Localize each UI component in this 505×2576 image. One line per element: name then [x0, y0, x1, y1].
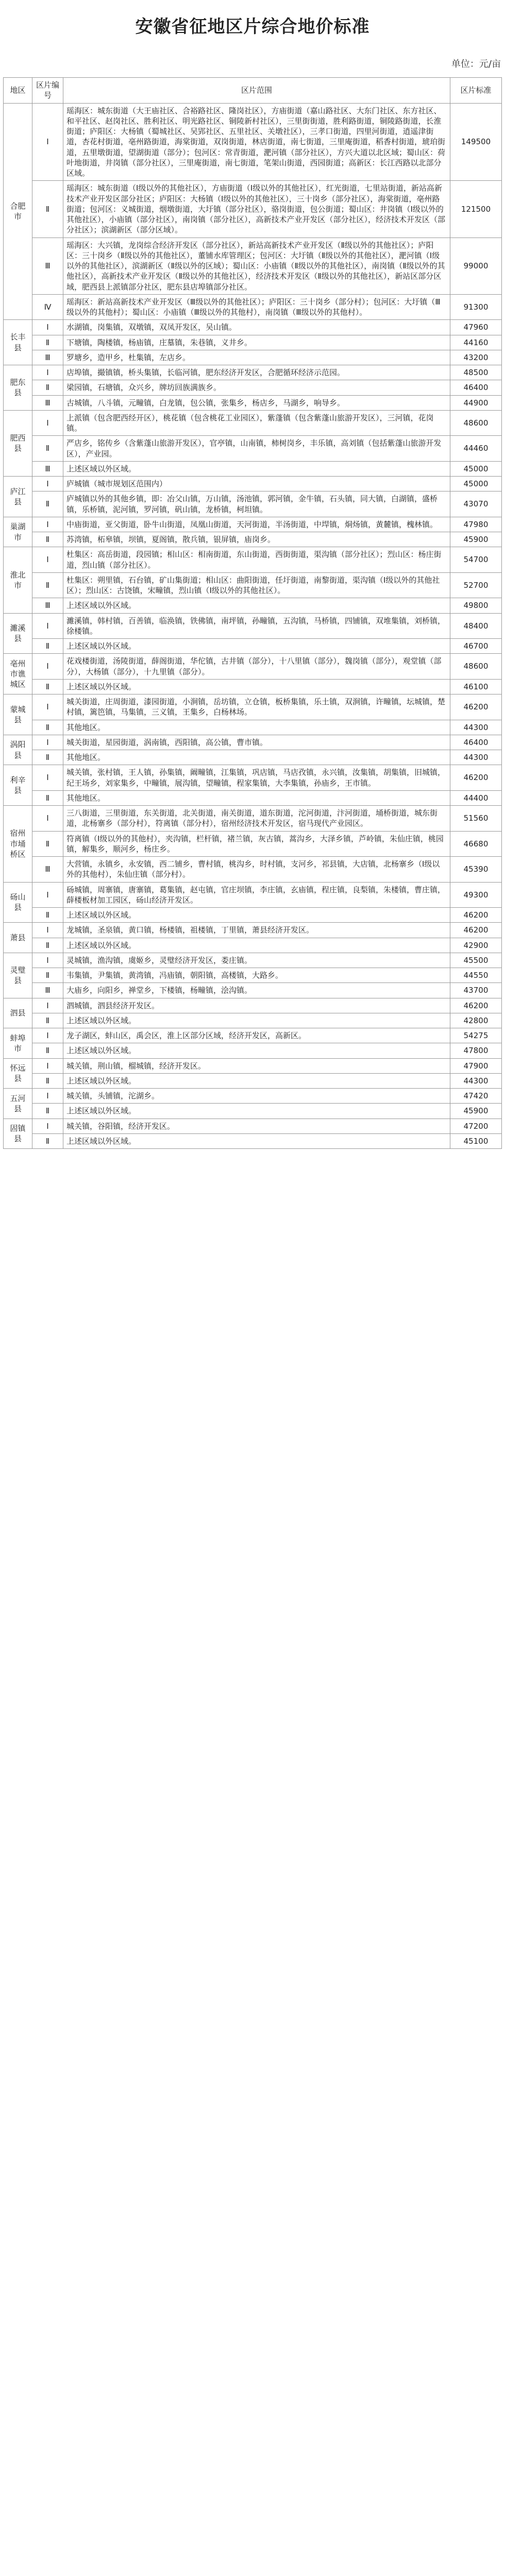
table-row: [4, 720, 502, 735]
zone-scope: 中庙街道，亚父街道，卧牛山街道，凤凰山街道，天河街道，半汤街道，中垾镇，烔炀镇，黄麓镇，槐林镇。: [63, 517, 450, 532]
region-name: 肥西县: [4, 410, 32, 476]
table-row: [4, 517, 502, 532]
zone-price: 45500: [450, 953, 502, 968]
table-row: [4, 908, 502, 923]
zone-price: 45900: [450, 1104, 502, 1118]
zone-price: 46200: [450, 998, 502, 1013]
zone-scope: 上述区域以外区域。: [63, 1043, 450, 1058]
table-row: [4, 1089, 502, 1104]
zone-no: Ⅱ: [32, 720, 63, 735]
zone-scope: 水湖镇，岗集镇，双墩镇，双凤开发区，吴山镇。: [63, 320, 450, 335]
zone-price: 48400: [450, 613, 502, 639]
table-row: [4, 735, 502, 750]
zone-price: 44550: [450, 968, 502, 983]
zone-no: Ⅱ: [32, 380, 63, 395]
zone-scope: 大营镇，永镇乡，永安镇，西二铺乡，曹村镇，桃沟乡，时村镇，支河乡，祁县镇，大店镇，北杨寨乡（Ⅰ级以外的其他村），朱仙庄镇（部分村）。: [63, 857, 450, 883]
region-name: 利辛县: [4, 765, 32, 806]
table-row: [4, 380, 502, 395]
zone-scope: 瑶海区：城东街道（大王庙社区、合裕路社区、隆岗社区），方庙街道（嘉山路社区、大东门社区、东方社区、和平社区、赵岗社区、胜利社区、明光路社区、铜陵新村社区），三里街街道，胜利路街道，铜陵路街道，长淮街道；庐阳区：大杨镇（蜀城社区、吴郢社区、五里社区、关墩社区），三孝口街道，四里河街道，逍遥津街道，杏花村街道，亳州路街道，海棠街道，双岗街道，林店街道，南七街道，三里庵街道，稻香村街道，琥珀街道，五里墩街道，望湖街道（部分）；包河区：常青街道，淝河镇（部分社区），方兴大道以北区域；蜀山区：荷叶地街道，井岗镇（部分社区），三里庵街道，南七街道，笔架山街道，西园街道；高新区：长江西路以北部分区域。: [63, 103, 450, 181]
table-row: [4, 547, 502, 573]
table-row: [4, 882, 502, 908]
zone-no: Ⅰ: [32, 923, 63, 938]
zone-scope: 大庙乡，向阳乡，禅堂乡，下楼镇，杨疃镇，浍沟镇。: [63, 983, 450, 998]
header-price: 区片标准: [450, 78, 502, 104]
zone-no: Ⅱ: [32, 908, 63, 923]
table-row: [4, 1133, 502, 1148]
zone-no: Ⅱ: [32, 181, 63, 238]
zone-scope: 泗城镇，泗县经济开发区。: [63, 998, 450, 1013]
zone-price: 45390: [450, 857, 502, 883]
header-zone-no: 区片编号: [32, 78, 63, 104]
table-row: [4, 998, 502, 1013]
zone-price: 44900: [450, 395, 502, 410]
zone-no: Ⅱ: [32, 639, 63, 654]
zone-price: 45900: [450, 532, 502, 547]
table-row: [4, 938, 502, 953]
table-row: [4, 1104, 502, 1118]
table-row: [4, 365, 502, 380]
zone-scope: 城关镇，谷阳镇，经济开发区。: [63, 1118, 450, 1133]
zone-price: 46200: [450, 908, 502, 923]
table-row: [4, 395, 502, 410]
zone-no: Ⅰ: [32, 735, 63, 750]
table-row: [4, 103, 502, 181]
region-name: 萧县: [4, 923, 32, 953]
zone-price: 44300: [450, 1073, 502, 1088]
zone-price: 45000: [450, 461, 502, 476]
zone-price: 46680: [450, 831, 502, 857]
table-row: [4, 1118, 502, 1133]
zone-scope: 其他地区。: [63, 750, 450, 765]
zone-no: Ⅱ: [32, 335, 63, 350]
zone-scope: 三八街道，三里街道，东关街道，北关街道，南关街道，道东街道，沱河街道，汴河街道，埇桥街道，城东街道，北杨寨乡（部分村），符离镇（部分村），宿州经济技术开发区，宿马现代产业园区。: [63, 806, 450, 832]
zone-price: 46200: [450, 694, 502, 720]
zone-price: 42800: [450, 1013, 502, 1028]
table-row: [4, 1013, 502, 1028]
zone-scope: 城关街道，庄周街道，漆园街道，小涧镇，岳坊镇，立仓镇，板桥集镇，乐土镇，双涧镇，许疃镇，坛城镇，楚村镇，篱笆镇，马集镇，三义镇，王集乡，白杨林场。: [63, 694, 450, 720]
zone-no: Ⅲ: [32, 983, 63, 998]
zone-price: 47960: [450, 320, 502, 335]
region-name: 蚌埠市: [4, 1028, 32, 1059]
table-row: [4, 639, 502, 654]
zone-price: 44400: [450, 790, 502, 805]
table-row: [4, 765, 502, 791]
zone-no: Ⅰ: [32, 694, 63, 720]
zone-no: Ⅱ: [32, 938, 63, 953]
zone-scope: 杜集区：高岳街道，段园镇；相山区：相南街道，东山街道，西街街道，渠沟镇（部分社区）；烈山区：杨庄街道，烈山镇（部分社区）。: [63, 547, 450, 573]
zone-no: Ⅲ: [32, 857, 63, 883]
table-header-row: [4, 78, 502, 104]
zone-scope: 砀城镇，周寨镇，唐寨镇，葛集镇，赵屯镇，官庄坝镇，李庄镇，玄庙镇，程庄镇，良梨镇，朱楼镇，曹庄镇，薛楼板材加工园区，砀山经济开发区。: [63, 882, 450, 908]
zone-no: Ⅰ: [32, 547, 63, 573]
zone-scope: 韦集镇，尹集镇，黄湾镇，冯庙镇，朝阳镇，高楼镇，大路乡。: [63, 968, 450, 983]
zone-scope: 城关镇，张村镇，王人镇，孙集镇，阚疃镇，江集镇，巩店镇，马店孜镇，永兴镇，汝集镇，胡集镇，旧城镇，纪王场乡，刘家集乡，中疃镇，展沟镇，望疃镇，程家集镇，大李集镇，孙庙乡，王市镇。: [63, 765, 450, 791]
zone-no: Ⅰ: [32, 998, 63, 1013]
zone-price: 47980: [450, 517, 502, 532]
zone-price: 44460: [450, 436, 502, 462]
zone-price: 49300: [450, 882, 502, 908]
zone-no: Ⅰ: [32, 365, 63, 380]
table-row: [4, 238, 502, 294]
zone-price: 44300: [450, 750, 502, 765]
zone-price: 43700: [450, 983, 502, 998]
table-row: [4, 806, 502, 832]
table-row: [4, 598, 502, 613]
region-name: 泗县: [4, 998, 32, 1028]
zone-scope: 上述区域以外区域。: [63, 1073, 450, 1088]
zone-price: 45000: [450, 477, 502, 492]
zone-no: Ⅱ: [32, 790, 63, 805]
region-name: 砀山县: [4, 882, 32, 923]
table-row: [4, 1043, 502, 1058]
zone-scope: 瑶海区：城东街道（Ⅰ级以外的其他社区），方庙街道（Ⅰ级以外的其他社区），红光街道，七里站街道，新站高新技术产业开发区部分社区；庐阳区：大杨镇（Ⅰ级以外的其他社区），三十岗乡（部分社区），海棠街道，亳州路街道；包河区：义城街道，烟墩街道，大圩镇（部分社区），骆岗街道，包公街道；蜀山区：井岗镇（Ⅰ级以外的其他社区），小庙镇（部分社区），南岗镇（部分社区），高新技术产业开发区（部分社区），经济技术开发区（部分社区）；滨湖新区（部分区域）。: [63, 181, 450, 238]
zone-no: Ⅰ: [32, 477, 63, 492]
region-name: 蒙城县: [4, 694, 32, 735]
page-title: 安徽省征地区片综合地价标准: [135, 16, 370, 37]
table-row: [4, 953, 502, 968]
zone-no: Ⅱ: [32, 532, 63, 547]
table-row: [4, 831, 502, 857]
table-row: [4, 983, 502, 998]
zone-price: 42900: [450, 938, 502, 953]
zone-scope: 店埠镇，撮镇镇，桥头集镇，长临河镇，肥东经济开发区，合肥循环经济示范园。: [63, 365, 450, 380]
zone-no: Ⅱ: [32, 750, 63, 765]
region-name: 怀远县: [4, 1058, 32, 1089]
table-row: [4, 320, 502, 335]
region-name: 合肥市: [4, 103, 32, 320]
table-row: [4, 335, 502, 350]
unit-label: 单位：元/亩: [451, 59, 501, 70]
region-name: 涡阳县: [4, 735, 32, 765]
zone-no: Ⅰ: [32, 1058, 63, 1073]
zone-no: Ⅰ: [32, 953, 63, 968]
zone-scope: 城关镇，头铺镇，沱湖乡。: [63, 1089, 450, 1104]
zone-price: 48600: [450, 410, 502, 436]
header-scope: 区片范围: [63, 78, 450, 104]
table-row: [4, 436, 502, 462]
table-row: [4, 294, 502, 320]
zone-no: Ⅰ: [32, 613, 63, 639]
table-row: [4, 461, 502, 476]
zone-no: Ⅰ: [32, 1089, 63, 1104]
zone-scope: 庐城镇（城市规划区范围内）: [63, 477, 450, 492]
zone-no: Ⅱ: [32, 1073, 63, 1088]
zone-price: 46100: [450, 679, 502, 694]
zone-price: 48600: [450, 654, 502, 680]
zone-price: 46700: [450, 639, 502, 654]
zone-scope: 上述区域以外区域。: [63, 938, 450, 953]
zone-scope: 上述区域以外区域。: [63, 1013, 450, 1028]
zone-scope: 城关街道，星园街道，涡南镇，西阳镇，高公镇，曹市镇。: [63, 735, 450, 750]
zone-scope: 上派镇（包含肥西经开区），桃花镇（包含桃花工业园区），紫蓬镇（包含紫蓬山旅游开发区），三河镇，花岗镇。: [63, 410, 450, 436]
zone-price: 45100: [450, 1133, 502, 1148]
region-name: 长丰县: [4, 320, 32, 365]
zone-no: Ⅰ: [32, 882, 63, 908]
zone-price: 49800: [450, 598, 502, 613]
zone-no: Ⅰ: [32, 1118, 63, 1133]
zone-scope: 苏湾镇，柘皋镇，坝镇，夏阁镇，散兵镇，银屏镇，庙岗乡。: [63, 532, 450, 547]
zone-price: 46200: [450, 923, 502, 938]
zone-no: Ⅱ: [32, 492, 63, 517]
table-row: [4, 410, 502, 436]
zone-scope: 瑶海区：新站高新技术产业开发区（Ⅲ级以外的其他社区）；庐阳区：三十岗乡（部分村）；包河区：大圩镇（Ⅲ级以外的其他村）；蜀山区：小庙镇（Ⅲ级以外的其他村），南岗镇（Ⅲ级以外的其他村）。: [63, 294, 450, 320]
table-row: [4, 572, 502, 598]
zone-no: Ⅰ: [32, 1028, 63, 1043]
zone-no: Ⅲ: [32, 350, 63, 365]
zone-no: Ⅰ: [32, 654, 63, 680]
zone-scope: 其他地区。: [63, 720, 450, 735]
zone-price: 44160: [450, 335, 502, 350]
zone-no: Ⅲ: [32, 395, 63, 410]
zone-no: Ⅱ: [32, 572, 63, 598]
region-name: 宿州市埇桥区: [4, 806, 32, 883]
region-name: 巢湖市: [4, 517, 32, 547]
table-row: [4, 679, 502, 694]
zone-scope: 城关镇，荆山镇，榴城镇，经济开发区。: [63, 1058, 450, 1073]
zone-price: 43200: [450, 350, 502, 365]
zone-price: 47900: [450, 1058, 502, 1073]
region-name: 庐江县: [4, 477, 32, 517]
zone-no: Ⅰ: [32, 806, 63, 832]
region-name: 淮北市: [4, 547, 32, 613]
zone-price: 54700: [450, 547, 502, 573]
zone-price: 48500: [450, 365, 502, 380]
region-name: 五河县: [4, 1089, 32, 1119]
zone-scope: 濉溪镇，韩村镇，百善镇，临涣镇，铁佛镇，南坪镇，孙疃镇，五沟镇，马桥镇，四铺镇，双堆集镇，刘桥镇，徐楼镇。: [63, 613, 450, 639]
table-row: [4, 532, 502, 547]
zone-price: 51560: [450, 806, 502, 832]
zone-scope: 上述区域以外区域。: [63, 461, 450, 476]
table-row: [4, 613, 502, 639]
region-name: 灵璧县: [4, 953, 32, 998]
zone-scope: 下塘镇，陶楼镇，杨庙镇，庄墓镇，朱巷镇，义井乡。: [63, 335, 450, 350]
zone-scope: 其他地区。: [63, 790, 450, 805]
zone-price: 47420: [450, 1089, 502, 1104]
region-name: 亳州市谯城区: [4, 654, 32, 694]
table-row: [4, 750, 502, 765]
header-region: 地区: [4, 78, 32, 104]
zone-price: 43070: [450, 492, 502, 517]
table-row: [4, 923, 502, 938]
zone-scope: 庐城镇以外的其他乡镇，即：冶父山镇，万山镇，汤池镇，郭河镇，金牛镇，石头镇，同大镇，白湖镇，盛桥镇，乐桥镇，泥河镇，罗河镇，矾山镇，龙桥镇，柯坦镇。: [63, 492, 450, 517]
region-name: 固镇县: [4, 1118, 32, 1149]
table-row: [4, 694, 502, 720]
zone-scope: 古城镇，八斗镇，元疃镇，白龙镇，包公镇，张集乡，杨店乡，马湖乡，响导乡。: [63, 395, 450, 410]
zone-no: Ⅱ: [32, 1133, 63, 1148]
zone-price: 99000: [450, 238, 502, 294]
zone-scope: 符离镇（Ⅰ级以外的其他村），夹沟镇，栏杆镇，褚兰镇，灰古镇，蒿沟乡，大泽乡镇，芦岭镇，朱仙庄镇，桃园镇，解集乡，顺河乡，杨庄乡。: [63, 831, 450, 857]
zone-price: 46400: [450, 380, 502, 395]
zone-scope: 龙城镇，圣泉镇，黄口镇，杨楼镇，祖楼镇，丁里镇，萧县经济开发区。: [63, 923, 450, 938]
zone-price: 149500: [450, 103, 502, 181]
table-row: [4, 477, 502, 492]
zone-no: Ⅲ: [32, 461, 63, 476]
zone-no: Ⅰ: [32, 320, 63, 335]
zone-price: 44300: [450, 720, 502, 735]
zone-scope: 上述区域以外区域。: [63, 1104, 450, 1118]
zone-scope: 上述区域以外区域。: [63, 639, 450, 654]
zone-price: 54275: [450, 1028, 502, 1043]
region-name: 肥东县: [4, 365, 32, 411]
table-row: [4, 968, 502, 983]
zone-scope: 上述区域以外区域。: [63, 679, 450, 694]
table-row: [4, 857, 502, 883]
zone-scope: 灵城镇，渔沟镇，虞姬乡，灵璧经济开发区，娄庄镇。: [63, 953, 450, 968]
zone-scope: 梁园镇，石塘镇，众兴乡，牌坊回族满族乡。: [63, 380, 450, 395]
zone-no: Ⅰ: [32, 410, 63, 436]
zone-no: Ⅲ: [32, 238, 63, 294]
zone-scope: 严店乡，铭传乡（含紫蓬山旅游开发区），官亭镇，山南镇，柿树岗乡，丰乐镇，高刘镇（包括紫蓬山旅游开发区），产业园。: [63, 436, 450, 462]
zone-no: Ⅱ: [32, 968, 63, 983]
table-row: [4, 1028, 502, 1043]
table-row: [4, 350, 502, 365]
table-row: [4, 181, 502, 238]
zone-scope: 上述区域以外区域。: [63, 1133, 450, 1148]
zone-no: Ⅰ: [32, 103, 63, 181]
zone-no: Ⅱ: [32, 679, 63, 694]
zone-scope: 上述区域以外区域。: [63, 598, 450, 613]
table-row: [4, 1058, 502, 1073]
zone-scope: 瑶海区：大兴镇，龙岗综合经济开发区（部分社区），新站高新技术产业开发区（Ⅱ级以外的其他社区）；庐阳区：三十岗乡（Ⅱ级以外的其他社区），董铺水库管理区；包河区：大圩镇（Ⅱ级以外的其他社区），淝河镇（Ⅰ级以外的其他社区），滨湖新区（Ⅱ级以外的区域）；蜀山区：小庙镇（Ⅱ级以外的其他社区），南岗镇（Ⅱ级以外的其他社区），高新技术产业开发区（Ⅱ级以外的其他社区），经济技术开发区（Ⅱ级以外的其他社区），新站区部分区域，肥西县上派镇部分社区，肥东县店埠镇部分社区。: [63, 238, 450, 294]
zone-no: Ⅱ: [32, 1013, 63, 1028]
zone-scope: 杜集区：朔里镇，石台镇，矿山集街道；相山区：曲阳街道，任圩街道，南黎街道，渠沟镇（Ⅰ级以外的其他社区）；烈山区：古饶镇，宋疃镇，烈山镇（Ⅰ级以外的其他社区）。: [63, 572, 450, 598]
table-row: [4, 1073, 502, 1088]
table-row: [4, 790, 502, 805]
table-body: [4, 103, 502, 1149]
zone-no: Ⅱ: [32, 1043, 63, 1058]
zone-no: Ⅲ: [32, 598, 63, 613]
zone-price: 46400: [450, 735, 502, 750]
region-name: 濉溪县: [4, 613, 32, 654]
table-row: [4, 654, 502, 680]
zone-no: Ⅱ: [32, 436, 63, 462]
table-row: [4, 492, 502, 517]
zone-price: 46200: [450, 765, 502, 791]
zone-no: Ⅰ: [32, 517, 63, 532]
zone-no: Ⅳ: [32, 294, 63, 320]
zone-price: 47800: [450, 1043, 502, 1058]
zone-no: Ⅱ: [32, 831, 63, 857]
zone-no: Ⅱ: [32, 1104, 63, 1118]
zone-scope: 罗塘乡，造甲乡，杜集镇，左店乡。: [63, 350, 450, 365]
zone-price: 121500: [450, 181, 502, 238]
zone-price: 47200: [450, 1118, 502, 1133]
zone-price: 52700: [450, 572, 502, 598]
zone-scope: 上述区域以外区域。: [63, 908, 450, 923]
zone-scope: 花戏楼街道，汤陵街道，薛阁街道，华佗镇，古井镇（部分），十八里镇（部分），魏岗镇（部分），观堂镇（部分），大杨镇（部分），十九里镇（部分）。: [63, 654, 450, 680]
zone-price: 91300: [450, 294, 502, 320]
zone-scope: 龙子湖区，蚌山区，禹会区，淮上区部分区域，经济开发区，高新区。: [63, 1028, 450, 1043]
price-table: [3, 77, 502, 1149]
zone-no: Ⅰ: [32, 765, 63, 791]
